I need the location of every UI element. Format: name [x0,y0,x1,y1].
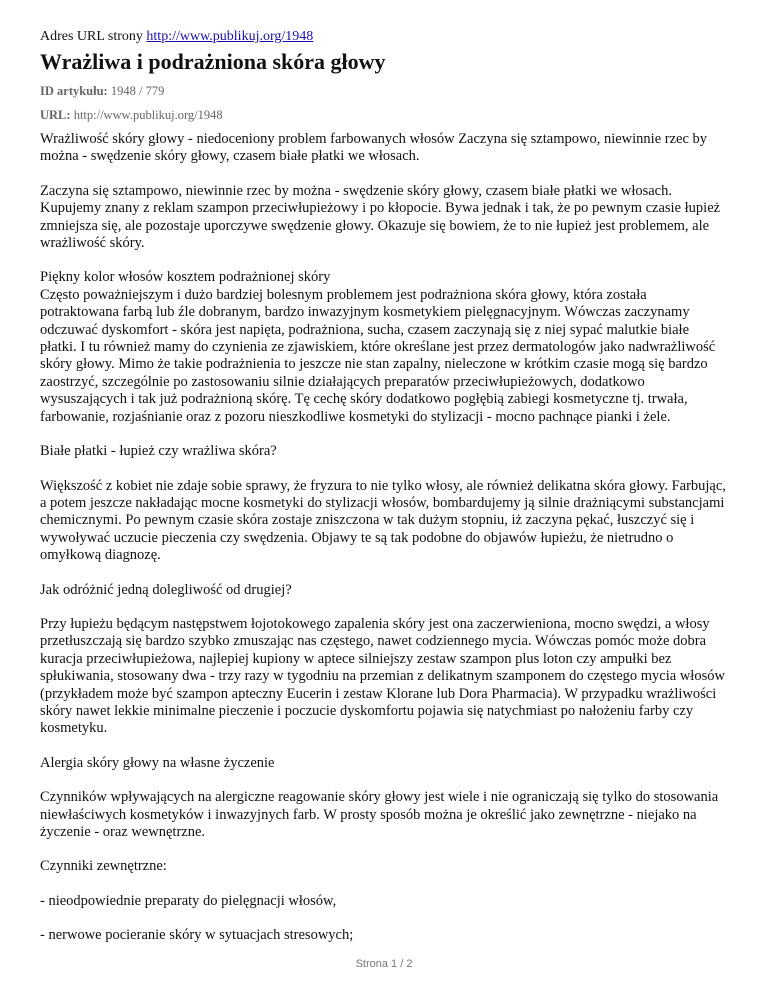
list-item-stress-rubbing: - nerwowe pocieranie skóry w sytuacjach stresowych; [40,927,354,944]
paragraph-color-section [40,269,728,426]
article-title: Wrażliwa i podrażniona skóra głowy [40,49,386,74]
article-url-value: http://www.publikuj.org/1948 [73,108,223,122]
url-prefix: Adres URL strony [40,29,143,44]
section-heading-allergy: Alergia skóry głowy na własne życzenie [40,754,275,771]
paragraph-distinguish: Przy łupieżu będącym następstwem łojotokowego zapalenia skóry jest ona zaczerwieniona, mocno swędzi, a włosy przetłuszczają się bardzo szybko zmuszając nas częstego, nawet codziennego mycia. Wówczas pomóc może dobra kuracja przeciwłupieżowa, najlepiej kupiony w aptece silniejszy zestaw szampon plus loton czy ampułki bez spłukiwania, stosowany dwa - trzy razy w tygodniu na przemian z delikatnym szamponem do częstego mycia włosów (przykładem może być szampon apteczny Eucerin i zestaw Klorane lub Dora Pharmacia). W przypadku wrażliwości skóry nawet lekkie minimalne pieczenie i poczucie dyskomfortu pojawia się natychmiast po nałożeniu farby czy kosmetyku. [40,615,725,737]
list-heading-external: Czynniki zewnętrzne: [40,858,167,875]
paragraph-intro: Zaczyna się sztampowo, niewinnie rzec by można - swędzenie skóry głowy, czasem białe płatki we włosach. Kupujemy znany z reklam szampon przeciwłupieżowy i po kłopocie. Bywa jednak i tak, że po pewnym czasie łupież zmniejsza się, ale pozostaje uporczywe swędzenie głowy. Okazuje się bowiem, że to nie łupież jest problemem, ale wrażliwość skóry. [40,182,721,252]
section-heading-color: Piękny kolor włosów kosztem podrażnionej skóry [40,269,331,286]
paragraph-lead: Wrażliwość skóry głowy - niedoceniony problem farbowanych włosów Zaczyna się sztampowo, niewinnie rzec by można - swędzenie skóry głowy, czasem białe płatki we włosach. [40,131,708,165]
page-url-line [40,28,728,46]
page-number: Strona 1 / 2 [355,958,413,970]
article-id-label: ID artykułu: [40,84,108,98]
section-heading-distinguish: Jak odróżnić jedną dolegliwość od drugiej? [40,581,292,598]
article-id-line [40,83,728,99]
paragraph-allergy: Czynników wpływających na alergiczne reagowanie skóry głowy jest wiele i nie ograniczają się tylko do stosowania niewłaściwych kosmetyków i inwazyjnych farb. W prosty sposób można je określić jako zewnętrzne - niejako na życzenie - oraz wewnętrzne. [40,789,719,840]
section-heading-flakes: Białe płatki - łupież czy wrażliwa skóra? [40,443,277,460]
list-item-hair-products: - nieodpowiednie preparaty do pielęgnacji włosów, [40,892,337,909]
article-url-line [40,107,728,123]
article-url-label: URL: [40,108,71,122]
paragraph-flakes: Większość z kobiet nie zdaje sobie sprawy, że fryzura to nie tylko włosy, ale również delikatna skóra głowy. Farbując, a potem jeszcze nakładając mocne kosmetyki do stylizacji włosów, bombardujemy ją silnie drażniącymi substancjami chemicznymi. Po pewnym czasie skóra zostaje zniszczona w tak dużym stopniu, iż zaczyna pękać, łuszczyć się i wywoływać uczucie pieczenia czy swędzenia. Objawy te są tak podobne do objawów łupieżu, że nietrudno o omyłkową diagnozę. [40,477,726,564]
article-id-value: 1948 / 779 [110,84,165,98]
page-url-link[interactable]: http://www.publikuj.org/1948 [146,29,314,44]
paragraph-color-text: Często poważniejszym i dużo bardziej bolesnym problemem jest podrażniona skóra głowy, która została potraktowana farbą lub źle dobranym, bardzo inwazyjnym kosmetykiem pielęgnacyjnym. Wówczas zaczynamy odczuwać dyskomfort - skóra jest napięta, podrażniona, sucha, czasem zaczynają się z niej sypać malutkie białe płatki. I tu również mamy do czynienia ze zjawiskiem, które określane jest przez dermatologów jako nadwrażliwość skóry głowy. Mimo że takie podrażnienia to jeszcze nie stan zapalny, nieleczone w krótkim czasie mogą się bardzo zaostrzyć, szczególnie po zastosowaniu silnie działających preparatów przeciwłupieżowych, dodatkowo wysuszających i tak już podrażnioną skórę. Tę cechę skóry dodatkowo pogłębią zabiegi kosmetyczne tj. trwała, farbowanie, rozjaśnianie oraz z pozoru nieszkodliwe kosmetyki do stylizacji - mocno pachnące pianki i żele. [40,286,716,425]
